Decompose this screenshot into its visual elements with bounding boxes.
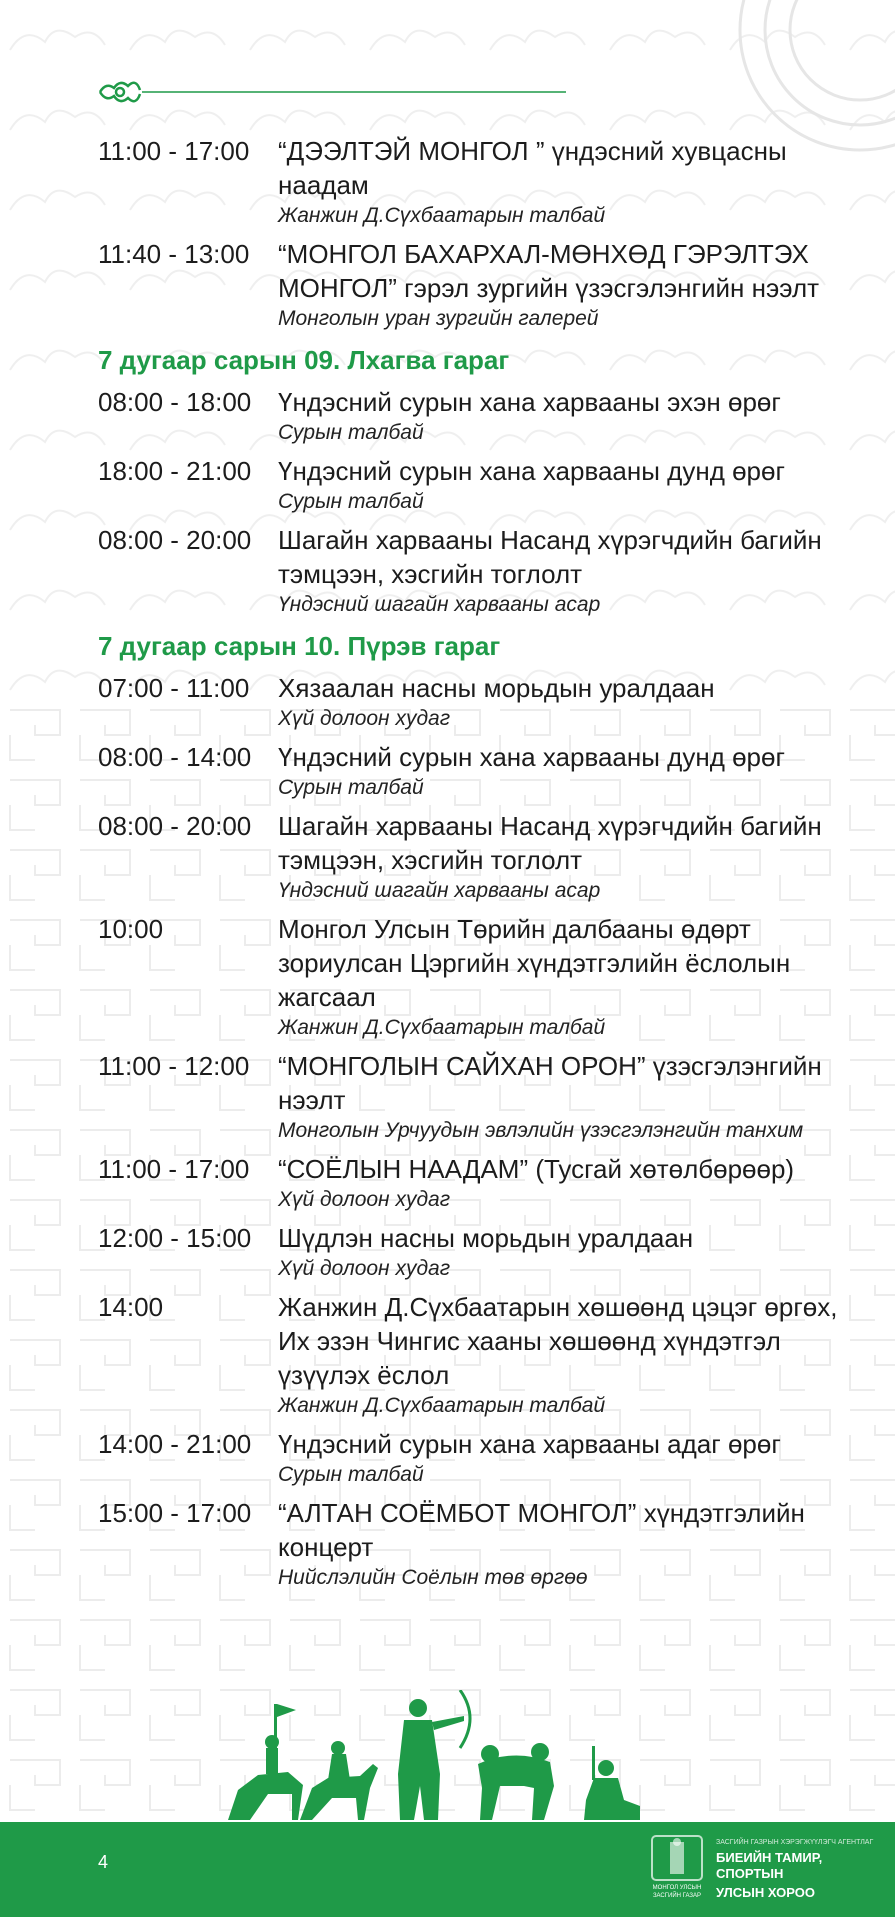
- event-title: “МОНГОЛЫН САЙХАН ОРОН” үзэсгэлэнгийн нээлт: [278, 1051, 822, 1115]
- flag-rider-icon: [228, 1704, 303, 1820]
- schedule-event: [98, 1427, 838, 1489]
- event-time: 11:40 - 13:00: [98, 239, 250, 269]
- event-venue: Нийслэлийн Соёлын төв өргөө: [278, 1566, 588, 1589]
- agency-name-line2: УЛСЫН ХОРОО: [716, 1885, 815, 1900]
- schedule-event: [98, 809, 838, 905]
- event-title: Үндэсний сурын хана харвааны адаг өрөг: [278, 1429, 781, 1459]
- schedule-list: [98, 134, 838, 1599]
- event-time: 11:00 - 17:00: [98, 1154, 250, 1184]
- schedule-event: [98, 1152, 838, 1214]
- event-venue: Сурын талбай: [278, 490, 424, 513]
- schedule-event: [98, 1290, 838, 1420]
- schedule-event: [98, 1049, 838, 1145]
- event-venue: Монголын Урчуудын эвлэлийн үзэсгэлэнгийн танхим: [278, 1119, 804, 1142]
- event-title: “АЛТАН СОЁМБОТ МОНГОЛ” хүндэтгэлийн концерт: [278, 1498, 805, 1562]
- event-time: 07:00 - 11:00: [98, 673, 250, 703]
- schedule-event: [98, 134, 838, 230]
- event-title: Хязаалан насны морьдын уралдаан: [278, 673, 715, 703]
- footer-bar: [0, 1822, 895, 1917]
- wrestlers-icon: [478, 1743, 554, 1820]
- event-title: Үндэсний сурын хана харвааны дунд өрөг: [278, 456, 785, 486]
- schedule-event: [98, 385, 838, 447]
- event-venue: Жанжин Д.Сүхбаатарын талбай: [278, 204, 606, 227]
- schedule-event: [98, 523, 838, 619]
- event-title: “МОНГОЛ БАХАРХАЛ-МӨНХӨД ГЭРЭЛТЭХ МОНГОЛ” гэрэл зургийн үзэсгэлэнгийн нээлт: [278, 239, 820, 303]
- event-title: “СОЁЛЫН НААДАМ” (Тусгай хөтөлбөрөөр): [278, 1154, 795, 1184]
- header-ornament: [96, 72, 576, 112]
- horse-rider-icon: [300, 1741, 378, 1820]
- event-venue: Сурын талбай: [278, 776, 424, 799]
- event-venue: Монголын уран зургийн галерей: [278, 307, 599, 330]
- event-time: 15:00 - 17:00: [98, 1498, 252, 1528]
- event-time: 11:00 - 17:00: [98, 136, 250, 166]
- event-time: 08:00 - 20:00: [98, 525, 252, 555]
- cloud-ornament-icon: [100, 83, 140, 101]
- event-time: 11:00 - 12:00: [98, 1051, 250, 1081]
- event-venue: Сурын талбай: [278, 1463, 424, 1486]
- schedule-event: [98, 237, 838, 333]
- event-title: Шүдлэн насны морьдын уралдаан: [278, 1223, 694, 1253]
- event-venue: Хүй долоон худаг: [278, 707, 451, 730]
- event-venue: Үндэсний шагайн харвааны асар: [278, 593, 601, 616]
- event-time: 08:00 - 20:00: [98, 811, 252, 841]
- schedule-event: [98, 1496, 838, 1592]
- agency-name-line1: БИЕИЙН ТАМИР, СПОРТЫН: [716, 1850, 823, 1881]
- event-time: 10:00: [98, 914, 164, 944]
- schedule-event: [98, 912, 838, 1042]
- event-venue: Сурын талбай: [278, 421, 424, 444]
- event-time: 08:00 - 14:00: [98, 742, 252, 772]
- event-title: Үндэсний сурын хана харвааны эхэн өрөг: [278, 387, 781, 417]
- event-time: 14:00: [98, 1292, 164, 1322]
- event-venue: Жанжин Д.Сүхбаатарын талбай: [278, 1016, 606, 1039]
- seated-figure-icon: [584, 1746, 640, 1820]
- date-heading: 7 дугаар сарын 10. Пүрэв гараг: [98, 631, 501, 661]
- schedule-event: [98, 454, 838, 516]
- agency-top-line: ЗАСГИЙН ГАЗРЫН ХЭРЭГЖҮҮЛЭГЧ АГЕНТЛАГ: [716, 1839, 874, 1846]
- event-title: Үндэсний сурын хана харвааны дунд өрөг: [278, 742, 785, 772]
- soyombo-emblem-icon: [648, 1834, 706, 1900]
- event-title: “ДЭЭЛТЭЙ МОНГОЛ ” үндэсний хувцасны наадам: [278, 136, 787, 200]
- event-time: 08:00 - 18:00: [98, 387, 252, 417]
- event-title: Монгол Улсын Төрийн далбааны өдөрт зориулсан Цэргийн хүндэтгэлийн ёслолын жагсаал: [278, 914, 791, 1012]
- event-title: Жанжин Д.Сүхбаатарын хөшөөнд цэцэг өргөх, Их эзэн Чингис хааны хөшөөнд хүндэтгэл үзүүлэх ёслол: [278, 1292, 838, 1390]
- event-venue: Хүй долоон худаг: [278, 1257, 451, 1280]
- event-time: 12:00 - 15:00: [98, 1223, 252, 1253]
- event-venue: Үндэсний шагайн харвааны асар: [278, 879, 601, 902]
- event-time: 14:00 - 21:00: [98, 1429, 252, 1459]
- emblem-caption-line1: МОНГОЛ УЛСЫН: [652, 1885, 702, 1891]
- schedule-event: [98, 740, 838, 802]
- naadam-silhouettes: [228, 1690, 648, 1822]
- event-time: 18:00 - 21:00: [98, 456, 252, 486]
- event-title: Шагайн харвааны Насанд хүрэгчдийн багийн тэмцээн, хэсгийн тоглолт: [278, 811, 822, 875]
- agency-logo-text: [716, 1838, 892, 1901]
- schedule-event: [98, 671, 838, 733]
- schedule-event: [98, 1221, 838, 1283]
- archer-icon: [398, 1690, 470, 1820]
- page-number: 4: [98, 1852, 109, 1872]
- date-heading: 7 дугаар сарын 09. Лхагва гараг: [98, 345, 510, 375]
- emblem-caption-line2: ЗАСГИЙН ГАЗАР: [652, 1893, 702, 1899]
- event-title: Шагайн харвааны Насанд хүрэгчдийн багийн тэмцээн, хэсгийн тоглолт: [278, 525, 822, 589]
- event-venue: Жанжин Д.Сүхбаатарын талбай: [278, 1394, 606, 1417]
- event-venue: Хүй долоон худаг: [278, 1188, 451, 1211]
